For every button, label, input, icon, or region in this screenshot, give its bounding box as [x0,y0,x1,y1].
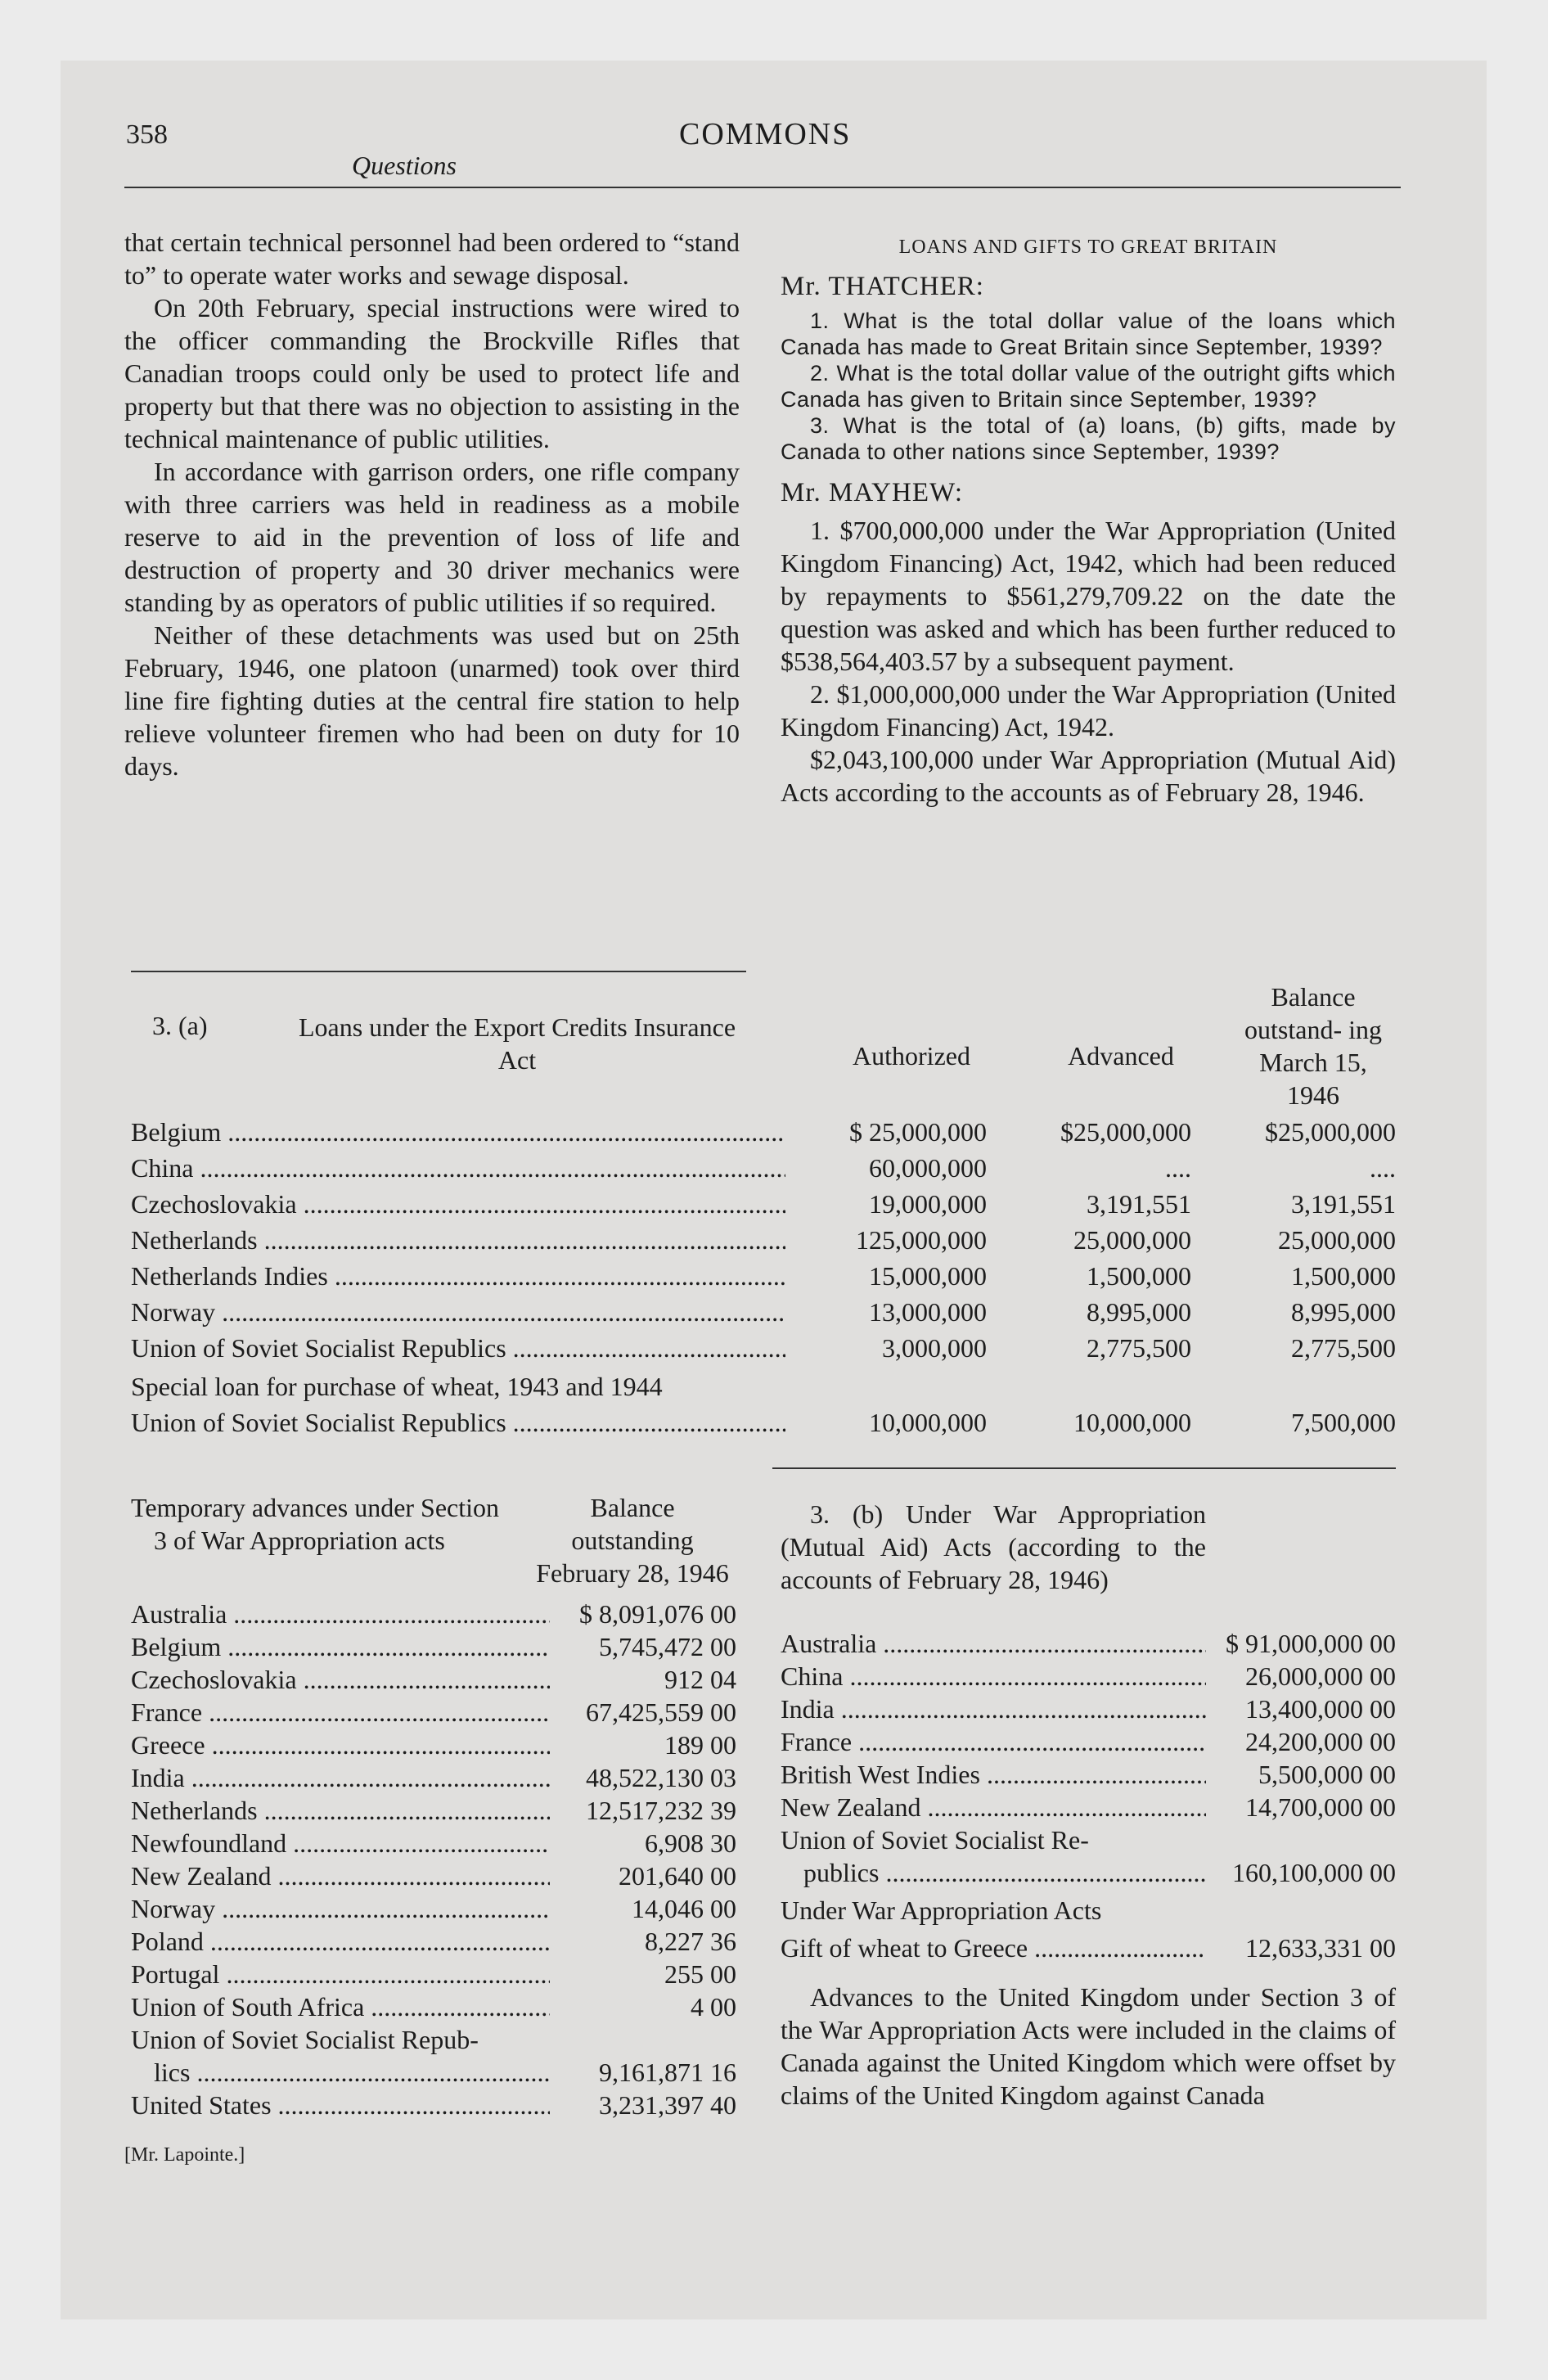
table-row [131,2025,736,2058]
gifts-table [781,1629,1396,1971]
table-row [781,1933,1396,1971]
table-row [131,1861,736,1894]
table-row [131,2058,736,2090]
table-row [131,1117,1396,1153]
page-title: COMMONS [679,117,852,151]
export-row-advanced: 2,775,500 [1087,1333,1191,1363]
advances-ussr-line1: Union of Soviet Socialist Repub- [131,2025,479,2054]
export-row-authorized: 15,000,000 [869,1261,987,1291]
mid-rule [772,1467,1396,1469]
export-col-balance: Balance outstand- ing March 15, 1946 [1244,982,1382,1110]
gifts-ussr-amount: 160,100,000 00 [1232,1858,1396,1887]
question-2: 2. What is the total dollar value of the outright gifts which Canada has given to Britain since September, 1939? [781,361,1396,412]
advances-row-amount: 6,908 30 [645,1828,736,1858]
gifts-row-name: China ..... [781,1661,1206,1694]
table-row [781,1858,1396,1895]
advances-row-name: Greece ..... [131,1730,550,1763]
advances-row-name: Norway ..... [131,1894,550,1927]
export-row-advanced: 8,995,000 [1087,1297,1191,1327]
export-row-advanced: 3,191,551 [1087,1189,1191,1219]
export-col-advanced: Advanced [1068,1041,1174,1071]
export-row-authorized: 60,000,000 [869,1153,987,1183]
gifts-war-heading: Under War Appropriation Acts [781,1895,1102,1925]
gifts-label: 3. (b) Under War Appropriation (Mutual Aid) Acts (according to the accounts of February 28, 1946) [781,1499,1206,1594]
right-column [781,231,1396,809]
special-row-advanced: 10,000,000 [1073,1408,1191,1437]
left-paragraph-3: In accordance with garrison orders, one rifle company with three carriers was held in readiness as a mobile reserve to aid in the prevention of loss of life and destruction of property and 30 driver mechanics were standing by as operators of public utilities if so required. [124,457,740,617]
gifts-label-block [781,1498,1206,1596]
gifts-greece-amount: 12,633,331 00 [1245,1933,1396,1963]
speaker-mayhew: Mr. MAYHEW: [781,478,964,507]
table-row [781,1727,1396,1760]
gifts-closing-block [781,1981,1396,2112]
advances-row-amount: 48,522,130 03 [586,1763,736,1792]
advances-us-amount: 3,231,397 40 [599,2090,736,2120]
gifts-row-amount: $ 91,000,000 00 [1226,1629,1396,1658]
table-row [781,1629,1396,1661]
export-row-balance: .... [1370,1153,1396,1183]
export-row-name: Netherlands Indies ..... [131,1261,785,1297]
left-paragraph-4: Neither of these detachments was used but on 25th February, 1946, one platoon (unarmed) took over third line fire fighting duties at the central fire station to help relieve volunteer firemen who had been on duty for 10 days. [124,620,740,781]
export-row-advanced: 25,000,000 [1073,1225,1191,1255]
table-row [131,1153,1396,1189]
export-row-balance: 1,500,000 [1291,1261,1396,1291]
export-row-balance: $25,000,000 [1265,1117,1396,1147]
advances-row-amount: 12,517,232 39 [586,1796,736,1825]
export-row-authorized: 125,000,000 [856,1225,987,1255]
gifts-row-amount: 5,500,000 00 [1258,1760,1396,1789]
table-row [131,1189,1396,1225]
export-row-balance: 2,775,500 [1291,1333,1396,1363]
table-row [781,1792,1396,1825]
gifts-row-name: New Zealand ..... [781,1792,1206,1825]
gifts-closing: Advances to the United Kingdom under Section 3 of the War Appropriation Acts were included in the claims of Canada against the United Kingdom which were offset by claims of the United Kingdom against Canada [781,1982,1396,2110]
advances-table [131,1599,736,2123]
advances-row-name: Poland ..... [131,1927,550,1959]
table-row [131,1632,736,1665]
gifts-row-name: France ..... [781,1727,1206,1760]
page-number: 358 [126,119,168,150]
export-row-name: Norway ..... [131,1297,785,1333]
export-row-balance: 3,191,551 [1291,1189,1396,1219]
gifts-greece-name: Gift of wheat to Greece ..... [781,1933,1206,1971]
export-row-name: China ..... [131,1153,785,1189]
export-row-authorized: 13,000,000 [869,1297,987,1327]
question-3: 3. What is the total of (a) loans, (b) gifts, made by Canada to other nations since September, 1939? [781,413,1396,464]
advances-row-amount: 8,227 36 [645,1927,736,1956]
table-row [131,1333,1396,1369]
advances-row-amount: 912 04 [664,1665,736,1694]
advances-row-amount: 4 00 [691,1992,736,2022]
header-rule [124,187,1401,188]
advances-row-amount: 5,745,472 00 [599,1632,736,1661]
export-col-authorized: Authorized [853,1041,970,1071]
section-heading: LOANS AND GIFTS TO GREAT BRITAIN [898,237,1278,258]
table-row [131,1408,1396,1442]
special-loan-table [131,1408,1396,1442]
table-row [781,1895,1396,1933]
footer-speaker: [Mr. Lapointe.] [124,2144,245,2166]
gifts-row-amount: 13,400,000 00 [1245,1694,1396,1724]
export-row-name: Union of Soviet Socialist Republics ..... [131,1333,785,1369]
question-1: 1. What is the total dollar value of the loans which Canada has made to Great Britain since September, 1939? [781,309,1396,359]
advances-row-amount: 67,425,559 00 [586,1697,736,1727]
table-row [781,1825,1396,1858]
table-row [131,1894,736,1927]
table-row [131,2090,736,2123]
table-row [131,1959,736,1992]
advances-row-amount: 201,640 00 [619,1861,736,1891]
table-row [781,1694,1396,1727]
speaker-thatcher: Mr. THATCHER: [781,272,984,301]
export-row-authorized: 3,000,000 [882,1333,987,1363]
table-row [781,1760,1396,1792]
page-subtitle: Questions [352,151,457,180]
advances-ussr-line2: lics ..... [131,2058,550,2090]
special-row-balance: 7,500,000 [1291,1408,1396,1437]
advances-row-name: Newfoundland ..... [131,1828,550,1861]
gifts-ussr-line1: Union of Soviet Socialist Re- [781,1825,1089,1855]
export-row-advanced: .... [1165,1153,1191,1183]
table-row [131,1225,1396,1261]
table-row [781,1661,1396,1694]
advances-row-name: Czechoslovakia ..... [131,1665,550,1697]
gifts-row-amount: 26,000,000 00 [1245,1661,1396,1691]
advances-row-name: New Zealand ..... [131,1861,550,1894]
export-row-name: Czechoslovakia ..... [131,1189,785,1225]
advances-row-amount: 14,046 00 [632,1894,736,1923]
table-row [131,1828,736,1861]
export-row-name: Netherlands ..... [131,1225,785,1261]
advances-ussr-amount: 9,161,871 16 [599,2058,736,2087]
special-loan-heading: Special loan for purchase of wheat, 1943 and 1944 [131,1372,663,1401]
gifts-row-name: India ..... [781,1694,1206,1727]
left-paragraph-2: On 20th February, special instructions were wired to the officer commanding the Brockville Rifles that Canadian troops could only be used to protect life and property but that there was no objection to assisting in the technical maintenance of public utilities. [124,293,740,453]
table-row [131,1796,736,1828]
table-row [131,1697,736,1730]
left-paragraph-1: that certain technical personnel had been ordered to “stand to” to operate water works and sewage disposal. [124,228,740,290]
gifts-ussr-line2: publics ..... [781,1858,1206,1895]
table-row [131,1261,1396,1297]
table-row [131,1665,736,1697]
advances-label [131,1491,507,1557]
export-row-name: Belgium ..... [131,1117,785,1153]
left-column-rule [131,971,746,972]
special-row-name: Union of Soviet Socialist Republics ..... [131,1408,785,1442]
advances-row-amount: 189 00 [664,1730,736,1760]
advances-col-balance: Balance outstanding February 28, 1946 [536,1493,729,1588]
advances-row-name: Netherlands ..... [131,1796,550,1828]
answer-3: $2,043,100,000 under War Appropriation (Mutual Aid) Acts according to the accounts as of February 28, 1946. [781,745,1396,807]
table-row [131,1730,736,1763]
advances-us-name: United States ..... [131,2090,550,2123]
gifts-row-amount: 24,200,000 00 [1245,1727,1396,1756]
advances-row-name: India ..... [131,1763,550,1796]
gifts-row-name: Australia ..... [781,1629,1206,1661]
export-table-title: Loans under the Export Credits Insurance Act [298,1012,736,1075]
advances-row-name: Australia ..... [131,1599,550,1632]
export-row-authorized: 19,000,000 [869,1189,987,1219]
table-row [131,1992,736,2025]
advances-label-text: Temporary advances under Section 3 of War Appropriation acts [131,1493,500,1555]
table-row [131,1599,736,1632]
answer-1: 1. $700,000,000 under the War Appropriation (United Kingdom Financing) Act, 1942, which had been reduced by repayments to $561,279,709.22 on the date the question was asked and which has been further reduced to $538,564,403.57 by a subsequent payment. [781,516,1396,676]
table-row [131,1297,1396,1333]
table-row [131,1763,736,1796]
export-row-advanced: $25,000,000 [1060,1117,1191,1147]
left-column [124,226,740,782]
export-row-advanced: 1,500,000 [1087,1261,1191,1291]
export-row-balance: 25,000,000 [1278,1225,1396,1255]
gifts-row-name: British West Indies ..... [781,1760,1206,1792]
special-row-authorized: 10,000,000 [869,1408,987,1437]
advances-row-name: Belgium ..... [131,1632,550,1665]
advances-row-amount: 255 00 [664,1959,736,1989]
export-table-number: 3. (a) [152,1011,208,1040]
export-row-balance: 8,995,000 [1291,1297,1396,1327]
answer-2: 2. $1,000,000,000 under the War Appropriation (United Kingdom Financing) Act, 1942. [781,679,1396,741]
table-row [131,1927,736,1959]
export-table [131,1117,1396,1369]
advances-row-name: France ..... [131,1697,550,1730]
advances-row-name: Union of South Africa ..... [131,1992,550,2025]
gifts-row-amount: 14,700,000 00 [1245,1792,1396,1822]
advances-row-name: Portugal ..... [131,1959,550,1992]
advances-row-amount: $ 8,091,076 00 [579,1599,736,1629]
export-row-authorized: $ 25,000,000 [849,1117,987,1147]
